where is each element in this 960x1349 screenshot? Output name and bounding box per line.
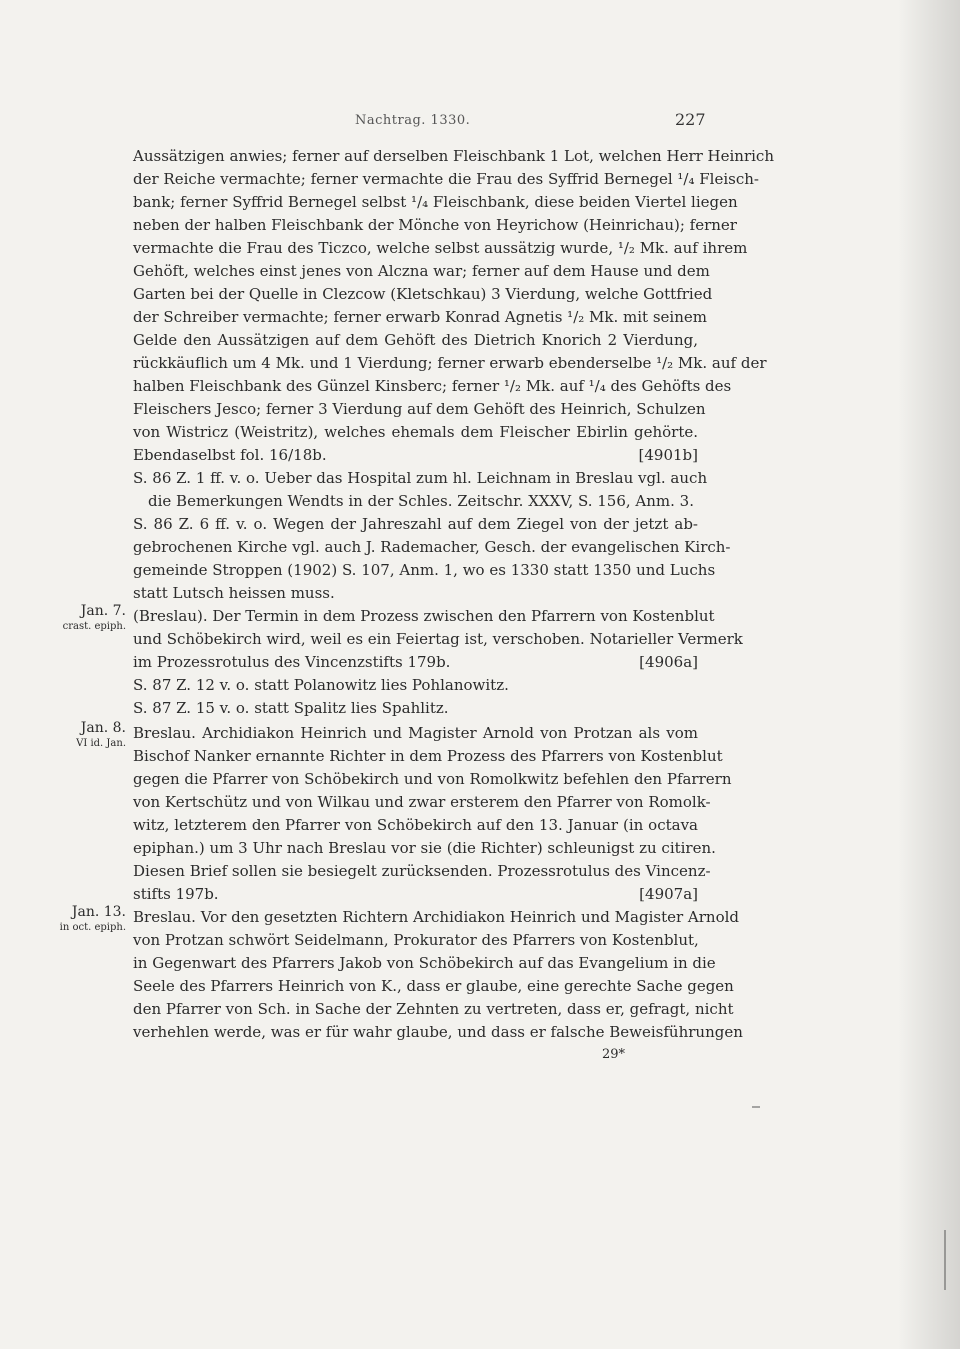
document-reference: [4907a] xyxy=(639,885,698,903)
text-line: im Prozessrotulus des Vincenzstifts 179b. xyxy=(133,653,451,671)
text-line-with-ref xyxy=(133,652,698,673)
text-line: Breslau. Vor den gesetzten Richtern Archidiakon Heinrich und Magister Arnold xyxy=(133,908,740,926)
text-line: bank; ferner Syffrid Bernegel selbst ¹/₄ Fleischbank, diese beiden Viertel liegen xyxy=(133,193,738,211)
margin-date-label: Jan. 7. xyxy=(80,603,126,619)
document-reference: [4901b] xyxy=(638,446,698,464)
text-line: Ebendaselbst fol. 16/18b. xyxy=(133,446,327,464)
text-line: gebrochenen Kirche vgl. auch J. Rademacher, Gesch. der evangelischen Kirch- xyxy=(133,538,731,556)
text-line: den Pfarrer von Sch. in Sache der Zehnten zu vertreten, dass er, gefragt, nicht xyxy=(133,1000,734,1018)
text-line: Breslau. Archidiakon Heinrich und Magister Arnold von Protzan als vom xyxy=(133,724,698,742)
text-line: Aussätzigen anwies; ferner auf derselben Fleischbank 1 Lot, welchen Herr Heinrich xyxy=(133,147,774,165)
margin-date-latin: in oct. epiph. xyxy=(59,922,126,933)
text-line: der Schreiber vermachte; ferner erwarb Konrad Agnetis ¹/₂ Mk. mit seinem xyxy=(133,308,707,326)
text-line: Seele des Pfarrers Heinrich von K., dass er glaube, eine gerechte Sache gegen xyxy=(133,977,734,995)
text-line: epiphan.) um 3 Uhr nach Breslau vor sie (die Richter) schleunigst zu citiren. xyxy=(133,839,716,857)
text-line: von Wistricz (Weistritz), welches ehemals dem Fleischer Ebirlin gehörte. xyxy=(133,423,698,441)
text-line: rückkäuflich um 4 Mk. und 1 Vierdung; ferner erwarb ebenderselbe ¹/₂ Mk. auf der xyxy=(133,354,767,372)
margin-date xyxy=(40,905,126,935)
text-line: statt Lutsch heissen muss. xyxy=(133,584,335,602)
text-line: vermachte die Frau des Ticzco, welche selbst aussätzig wurde, ¹/₂ Mk. auf ihrem xyxy=(133,239,748,257)
text-line: Fleischers Jesco; ferner 3 Vierdung auf dem Gehöft des Heinrich, Schulzen xyxy=(133,400,706,418)
text-line: und Schöbekirch wird, weil es ein Feiertag ist, verschoben. Notarieller Vermerk xyxy=(133,630,743,648)
scan-edge-mark xyxy=(752,1106,760,1108)
margin-date xyxy=(40,721,126,751)
text-line: S. 86 Z. 6 ff. v. o. Wegen der Jahreszahl auf dem Ziegel von der jetzt ab- xyxy=(133,515,698,533)
text-line: die Bemerkungen Wendts in der Schles. Zeitschr. XXXV, S. 156, Anm. 3. xyxy=(148,492,694,510)
text-line: in Gegenwart des Pfarrers Jakob von Schöbekirch auf das Evangelium in die xyxy=(133,954,716,972)
text-line: S. 86 Z. 1 ff. v. o. Ueber das Hospital zum hl. Leichnam in Breslau vgl. auch xyxy=(133,469,708,487)
margin-date-latin: crast. epiph. xyxy=(62,621,126,632)
text-line: Garten bei der Quelle in Clezcow (Kletschkau) 3 Vierdung, welche Gottfried xyxy=(133,285,713,303)
margin-date-label: Jan. 13. xyxy=(71,904,126,920)
text-line-with-ref xyxy=(133,445,698,466)
text-line: der Reiche vermachte; ferner vermachte die Frau des Syffrid Bernegel ¹/₄ Fleisch- xyxy=(133,170,759,188)
margin-date xyxy=(40,604,126,634)
text-line: gemeinde Stroppen (1902) S. 107, Anm. 1, wo es 1330 statt 1350 und Luchs xyxy=(133,561,716,579)
text-line: neben der halben Fleischbank der Mönche von Heyrichow (Heinrichau); ferner xyxy=(133,216,737,234)
signature-mark: 29* xyxy=(602,1047,626,1062)
text-line: stifts 197b. xyxy=(133,885,219,903)
text-line: Bischof Nanker ernannte Richter in dem Prozess des Pfarrers von Kostenblut xyxy=(133,747,723,765)
text-line: (Breslau). Der Termin in dem Prozess zwischen den Pfarrern von Kostenblut xyxy=(133,607,715,625)
page-number: 227 xyxy=(675,110,706,129)
margin-date-latin: VI id. Jan. xyxy=(76,738,126,749)
text-line: Gehöft, welches einst jenes von Alczna war; ferner auf dem Hause und dem xyxy=(133,262,710,280)
text-line-with-ref xyxy=(133,884,698,905)
text-line: S. 87 Z. 12 v. o. statt Polanowitz lies Pohlanowitz. xyxy=(133,676,509,694)
text-line: witz, letzterem den Pfarrer von Schöbekirch auf den 13. Januar (in octava xyxy=(133,816,698,834)
text-line: von Kertschütz und von Wilkau und zwar ersterem den Pfarrer von Romolk- xyxy=(133,793,711,811)
margin-date-label: Jan. 8. xyxy=(80,720,126,736)
text-line: gegen die Pfarrer von Schöbekirch und von Romolkwitz befehlen den Pfarrern xyxy=(133,770,732,788)
running-title: Nachtrag. 1330. xyxy=(355,113,471,128)
text-line: verhehlen werde, was er für wahr glaube, und dass er falsche Beweisführungen xyxy=(133,1023,743,1041)
text-line: von Protzan schwört Seidelmann, Prokurator des Pfarrers von Kostenblut, xyxy=(133,931,699,949)
text-line: halben Fleischbank des Günzel Kinsberc; ferner ¹/₂ Mk. auf ¹/₄ des Gehöfts des xyxy=(133,377,732,395)
scan-edge-mark xyxy=(944,1230,946,1290)
text-line: Diesen Brief sollen sie besiegelt zurücksenden. Prozessrotulus des Vincenz- xyxy=(133,862,711,880)
text-line: Gelde den Aussätzigen auf dem Gehöft des Dietrich Knorich 2 Vierdung, xyxy=(133,331,698,349)
text-line: S. 87 Z. 15 v. o. statt Spalitz lies Spahlitz. xyxy=(133,699,449,717)
scan-edge-shadow xyxy=(898,0,960,1349)
document-reference: [4906a] xyxy=(639,653,698,671)
